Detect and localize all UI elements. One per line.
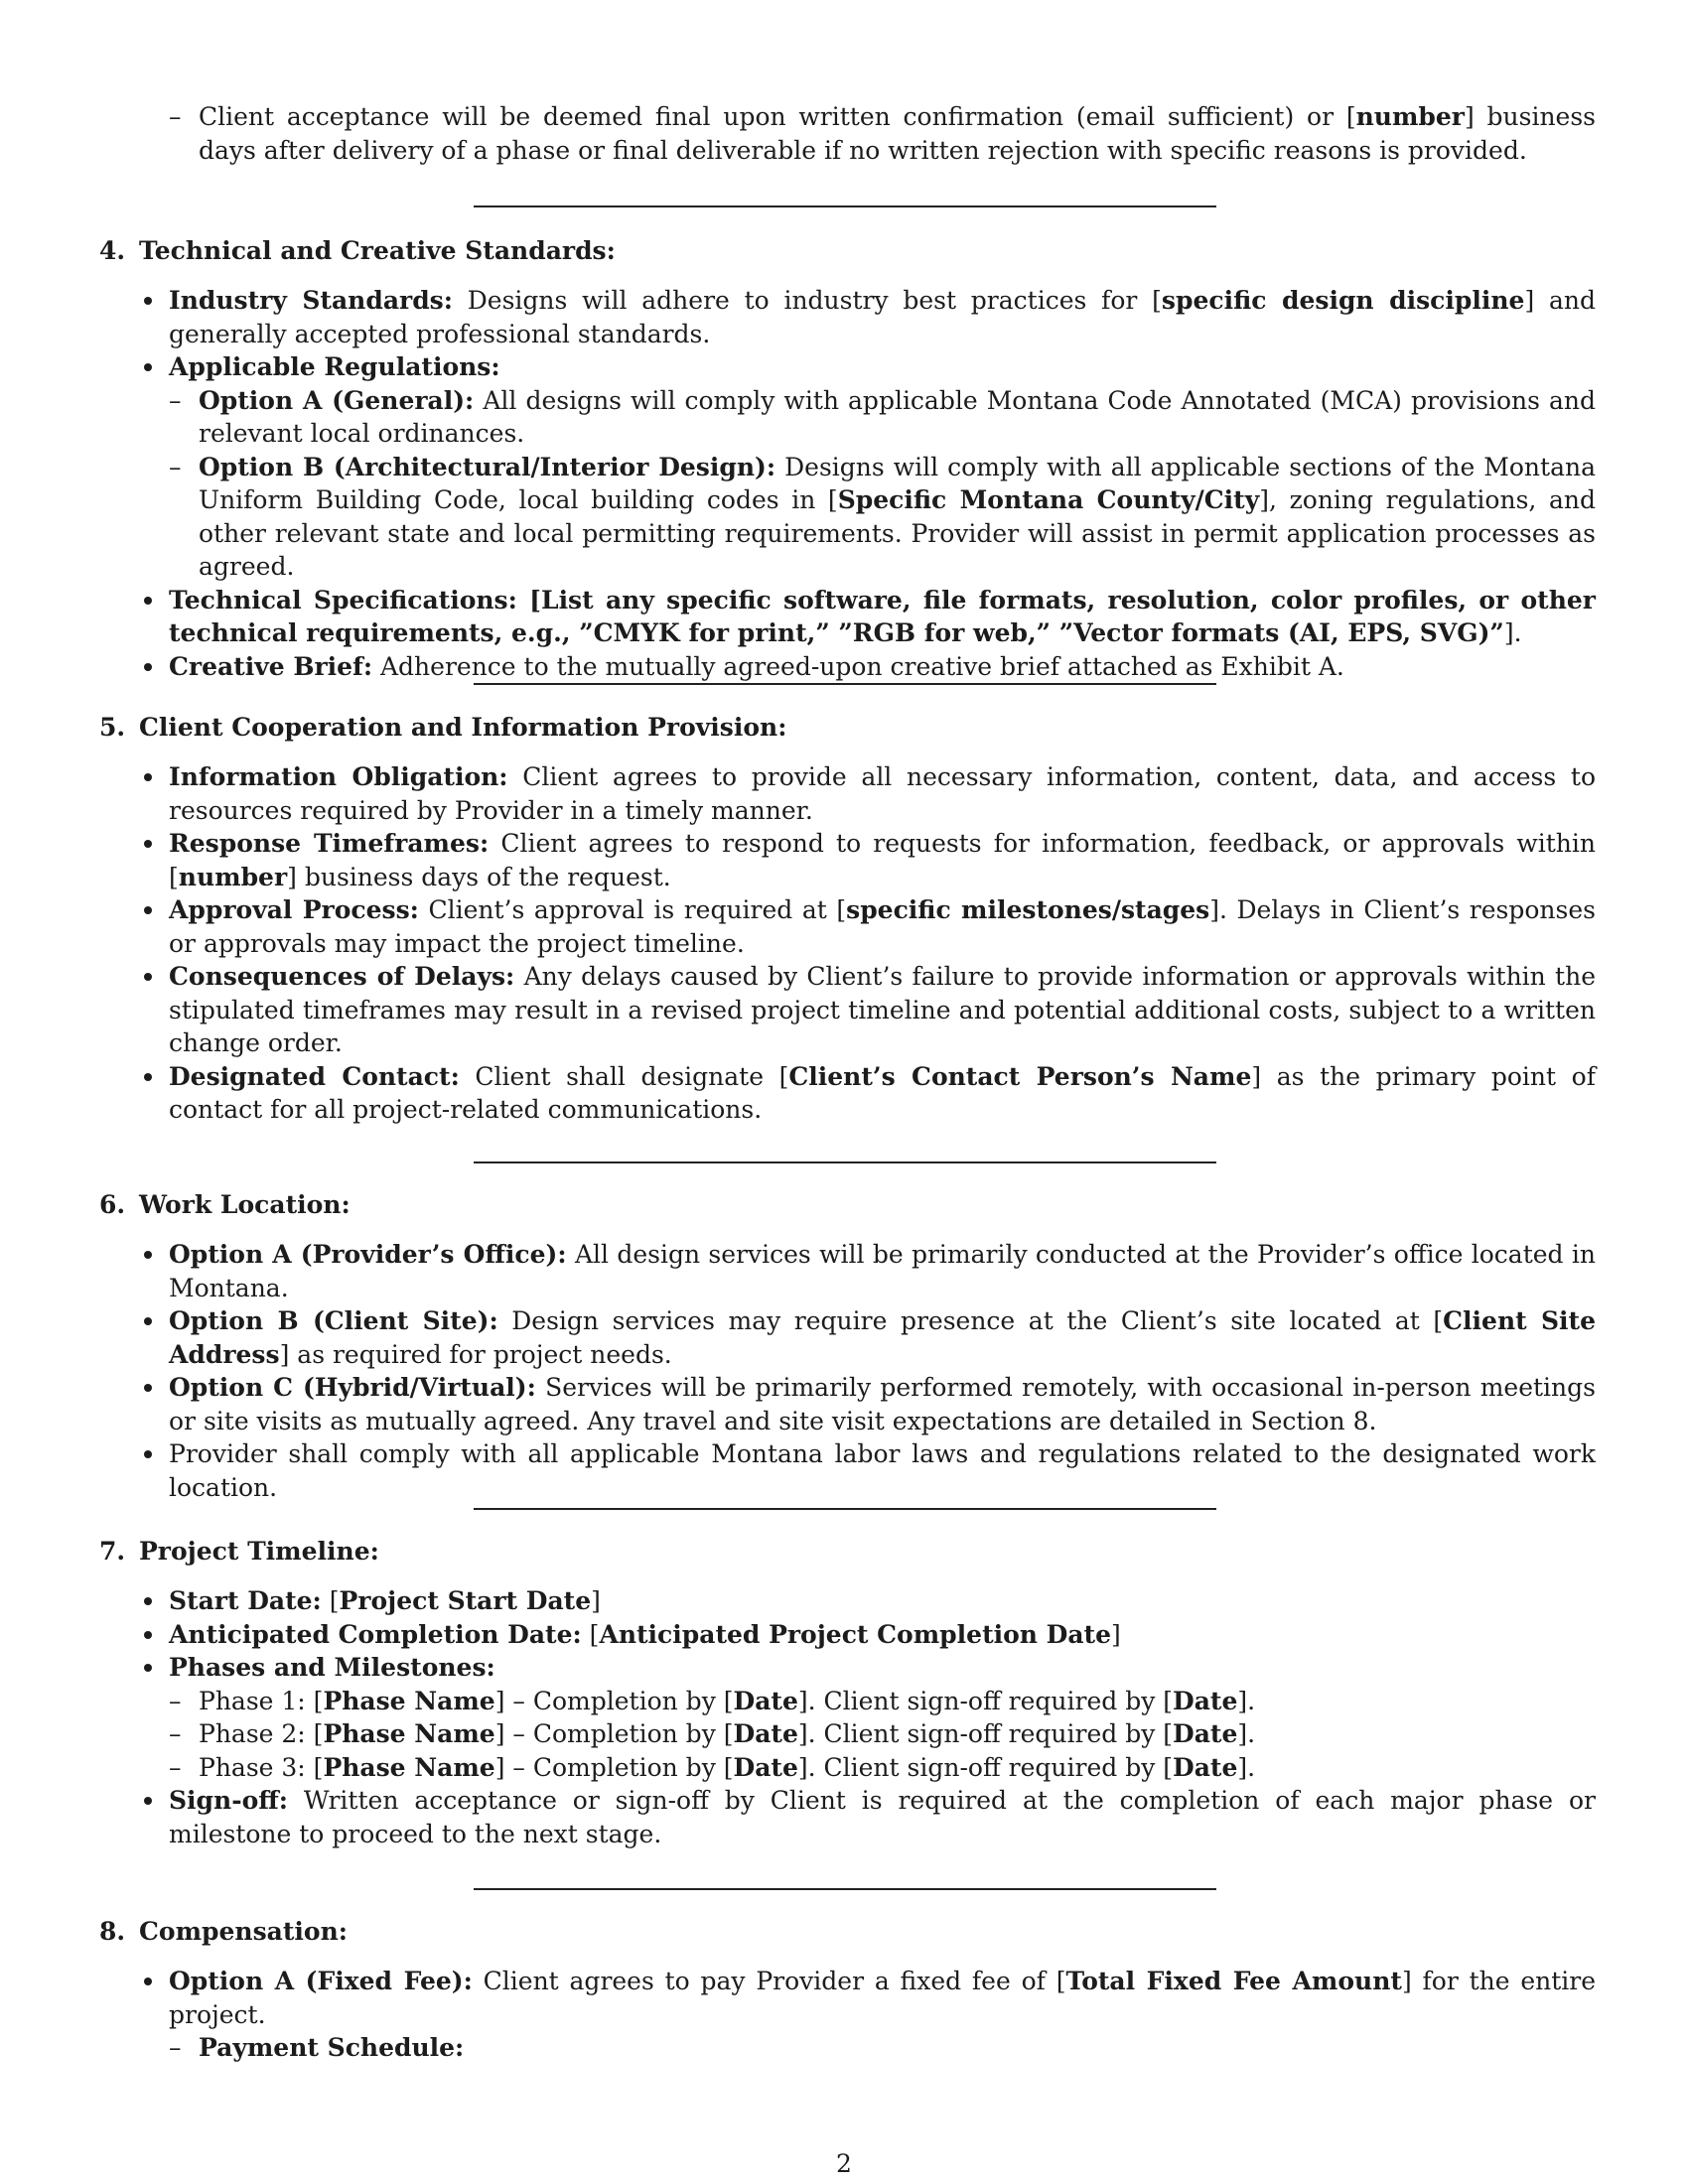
list-item: Industry Standards: Designs will adhere to industry best practices for [specific design discipline] and generally accepted professional standards.: [0, 284, 1596, 350]
section-7-heading: 7. Project Timeline:: [99, 1537, 379, 1566]
list-item: Sign-off: Written acceptance or sign-off by Client is required at the completion of each major phase or milestone to proceed to the next stage.: [0, 1784, 1596, 1850]
list-item: Start Date: [Project Start Date]: [0, 1584, 1596, 1618]
section-4-heading: 4. Technical and Creative Standards:: [99, 236, 616, 265]
section-divider: [474, 1888, 1216, 1890]
list-item: Option C (Hybrid/Virtual): Services will be primarily performed remotely, with occasional in-person meetings or site visits as mutually agreed. Any travel and site visit expectations are detailed in Section 8.: [0, 1371, 1596, 1437]
section-7-list: [0, 1584, 1596, 1850]
section-6-list: [0, 1238, 1596, 1504]
list-item: Provider shall comply with all applicable Montana labor laws and regulations related to the designated work location.: [0, 1437, 1596, 1504]
list-item: Option A (Provider’s Office): All design services will be primarily conducted at the Provider’s office located in Montana.: [0, 1238, 1596, 1304]
dash-marker: –: [169, 102, 182, 131]
section-divider: [474, 683, 1216, 685]
list-item: Anticipated Completion Date: [Anticipated Project Completion Date]: [0, 1618, 1596, 1652]
list-item: Response Timeframes: Client agrees to respond to requests for information, feedback, or approvals within [number] business days of the request.: [0, 827, 1596, 893]
list-item: Information Obligation: Client agrees to provide all necessary information, content, data, and access to resources required by Provider in a timely manner.: [0, 760, 1596, 827]
sub-list: [169, 384, 1596, 584]
sub-list-item: – Payment Schedule:: [169, 2033, 465, 2062]
sub-list: [169, 1685, 1596, 1785]
list-item: Creative Brief: Adherence to the mutually agreed-upon creative brief attached as Exhibit A.: [0, 650, 1596, 684]
section-5-list: [0, 760, 1596, 1127]
section-divider: [474, 1508, 1216, 1510]
list-item: Approval Process: Client’s approval is required at [specific milestones/stages]. Delays in Client’s responses or approvals may impact the project timeline.: [0, 893, 1596, 960]
list-item: Option A (Fixed Fee): Client agrees to pay Provider a fixed fee of [Total Fixed Fee Amount] for the entire project. – Payment Schedule:: [0, 1965, 1596, 2065]
list-item: Technical Specifications: [List any specific software, file formats, resolution, color profiles, or other technical requirements, e.g., ”CMYK for print,” ”RGB for web,” ”Vector formats (AI, EPS, SVG)”].: [0, 584, 1596, 650]
list-item: Consequences of Delays: Any delays caused by Client’s failure to provide information or approvals within the stipulated timeframes may result in a revised project timeline and potential additional costs, subject to a written change order.: [0, 960, 1596, 1060]
section-4-list: [0, 284, 1596, 683]
section-divider: [474, 1161, 1216, 1163]
section-divider: [474, 205, 1216, 207]
section-8-list: [0, 1965, 1596, 2065]
sub-list-item: – Option A (General): All designs will comply with applicable Montana Code Annotated (MCA) provisions and relevant local ordinances.: [169, 385, 1596, 448]
list-item: Phases and Milestones: – Phase 1: [Phase Name] – Completion by [Date]. Client sign-off required by [Date]. – Phase 2: [Phase Name] – Completion by [Date]. Client sign-off required by [Date]. – Phase 3: [Phase Name] – Completion by [Date]. Client sign-off required by [Date].: [0, 1651, 1596, 1784]
list-item: Applicable Regulations: – Option A (General): All designs will comply with applicable Montana Code Annotated (MCA) provisions and relevant local ordinances. – Option B (Architectural/Interior Design): Designs will comply with all applicable sections of the Montana Uniform Building Code, local building codes in [Specific Montana County/City], zoning regulations, and other relevant state and local permitting requirements. Provider will assist in permit application processes as agreed.: [0, 350, 1596, 584]
sub-list-item: – Option B (Architectural/Interior Design): Designs will comply with all applicable sections of the Montana Uniform Building Code, local building codes in [Specific Montana County/City], zoning regulations, and other relevant state and local permitting requirements. Provider will assist in permit application processes as agreed.: [169, 452, 1596, 581]
section-6-heading: 6. Work Location:: [99, 1190, 351, 1219]
sub-list: [169, 2031, 1596, 2065]
phase-item: – Phase 2: [Phase Name] – Completion by [Date]. Client sign-off required by [Date].: [169, 1719, 1256, 1748]
section-5-heading: 5. Client Cooperation and Information Provision:: [99, 713, 787, 742]
acceptance-item: – Client acceptance will be deemed final upon written confirmation (email sufficient) or [number] business days after delivery of a phase or final deliverable if no written rejection with specific reasons is provided.: [169, 102, 1597, 165]
phase-item: – Phase 1: [Phase Name] – Completion by [Date]. Client sign-off required by [Date].: [169, 1686, 1256, 1715]
list-item: Option B (Client Site): Design services may require presence at the Client’s site located at [Client Site Address] as required for project needs.: [0, 1304, 1596, 1371]
page-number: 2: [836, 2149, 852, 2178]
section-8-heading: 8. Compensation:: [99, 1917, 348, 1946]
list-item: Designated Contact: Client shall designate [Client’s Contact Person’s Name] as the primary point of contact for all project-related communications.: [0, 1060, 1596, 1127]
phase-item: – Phase 3: [Phase Name] – Completion by [Date]. Client sign-off required by [Date].: [169, 1752, 1256, 1782]
